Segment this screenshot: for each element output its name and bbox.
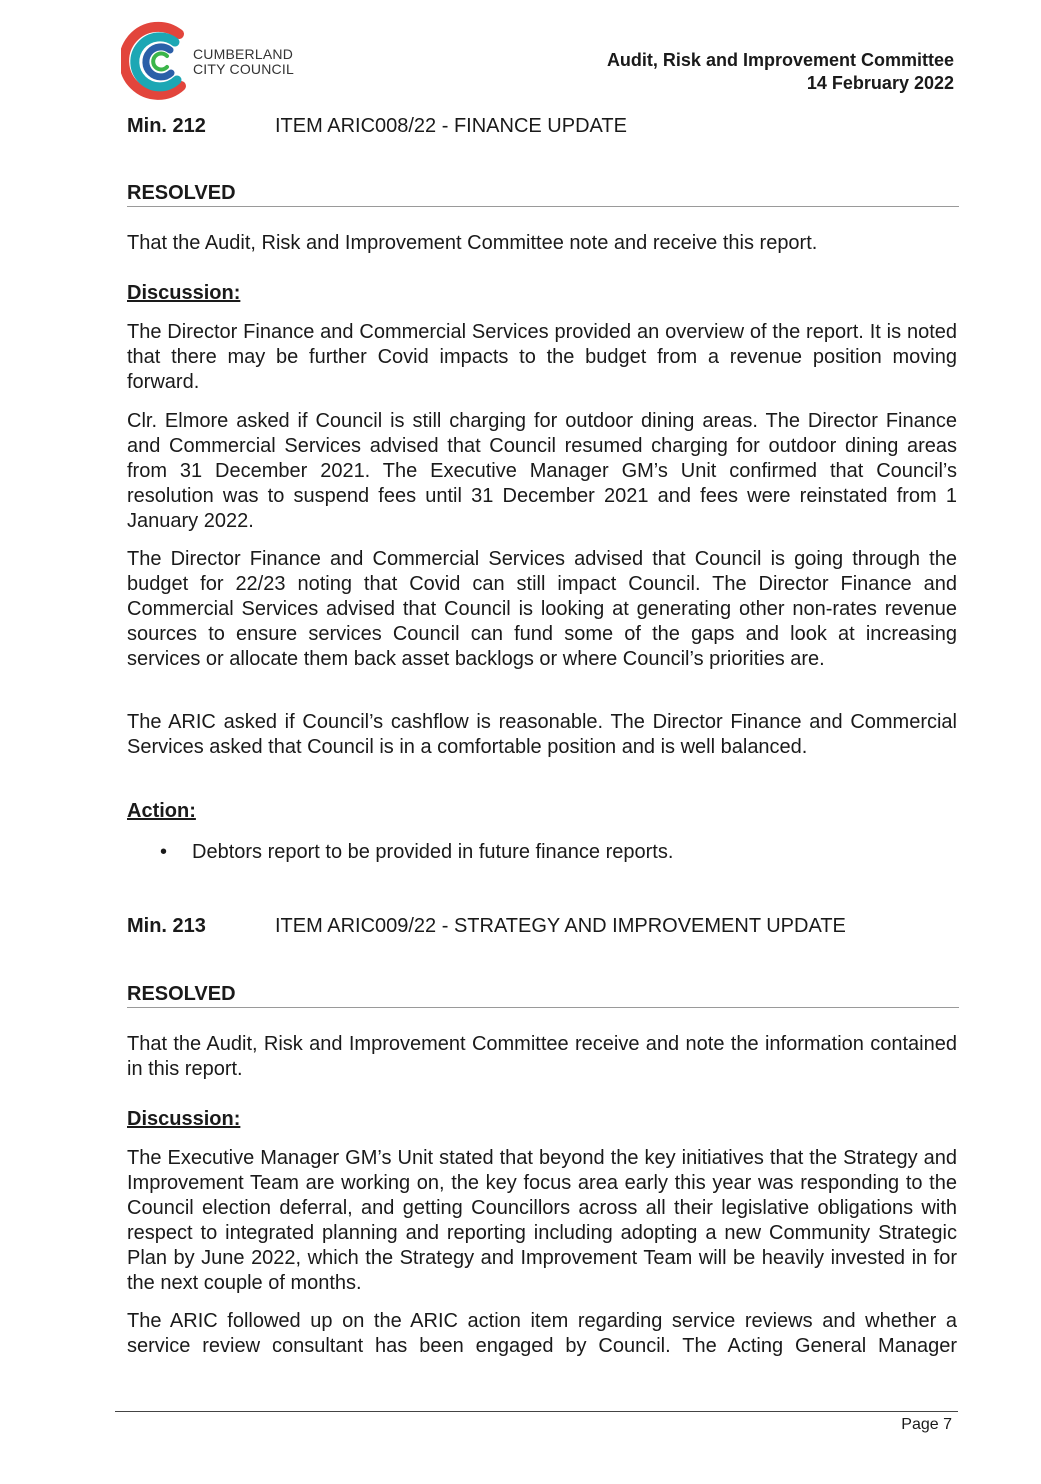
resolution-text: That the Audit, Risk and Improvement Committee receive and note the information contained in this report.	[127, 1033, 957, 1080]
meeting-date: 14 February 2022	[806, 73, 954, 93]
discussion-heading: Discussion:	[127, 282, 241, 304]
committee-name: Audit, Risk and Improvement Committee	[606, 50, 954, 70]
minute-heading	[127, 914, 846, 938]
action-heading: Action:	[127, 800, 196, 822]
discussion-paragraph: The Director Finance and Commercial Services advised that Council is going through the budget for 22/23 noting that Covid can still impact Council. The Director Finance and Commercial Services advised that Council is looking at generating other non-rates revenue sources to ensure services Council can fund some of the gaps and look at increasing services or allocate them back asset backlogs or where Council’s priorities are.	[127, 548, 957, 670]
council-logo	[121, 20, 301, 102]
discussion-heading: Discussion:	[127, 1108, 241, 1130]
logo-line-1: CUMBERLAND	[193, 46, 294, 62]
discussion-paragraph: The ARIC asked if Council’s cashflow is reasonable. The Director Finance and Commercial Services asked that Council is in a comfortable position and is well balanced.	[127, 711, 957, 758]
action-text: Debtors report to be provided in future finance reports.	[192, 841, 674, 863]
discussion-paragraph: Clr. Elmore asked if Council is still charging for outdoor dining areas. The Director Finance and Commercial Services advised that Council resumed charging for outdoor dining areas from 31 December 2021. The Executive Manager GM’s Unit confirmed that Council’s resolution was to suspend fees until 31 December 2021 and fees were reinstated from 1 January 2022.	[127, 410, 957, 532]
footer-divider	[115, 1411, 958, 1412]
item-title: ITEM ARIC008/22 - FINANCE UPDATE	[275, 115, 627, 137]
document-header	[607, 49, 954, 95]
discussion-paragraph: The Director Finance and Commercial Services provided an overview of the report. It is noted that there may be further Covid impacts to the budget from a revenue position moving forward.	[127, 321, 957, 393]
minute-number: Min. 212	[127, 115, 206, 137]
resolution-text: That the Audit, Risk and Improvement Committee note and receive this report.	[127, 232, 818, 254]
action-item	[160, 840, 673, 865]
resolved-heading: RESOLVED	[127, 181, 959, 207]
bullet-icon: •	[160, 841, 168, 863]
discussion-paragraph: The Executive Manager GM’s Unit stated that beyond the key initiatives that the Strategy and Improvement Team are working on, the key focus area early this year was responding to the Council election deferral, and getting Councillors across all their legislative obligations with respect to integrated planning and reporting including adopting a new Community Strategic Plan by June 2022, which the Strategy and Improvement Team will be heavily invested in for the next couple of months.	[127, 1147, 957, 1294]
logo-wordmark	[193, 47, 294, 77]
council-logo-icon	[121, 20, 191, 102]
resolved-heading: RESOLVED	[127, 982, 959, 1008]
discussion-paragraph: The ARIC followed up on the ARIC action item regarding service reviews and whether a service review consultant has been engaged by Council. The Acting General Manager	[127, 1310, 957, 1357]
item-title: ITEM ARIC009/22 - STRATEGY AND IMPROVEMENT UPDATE	[275, 915, 846, 937]
logo-line-2: CITY COUNCIL	[193, 61, 294, 77]
minute-number: Min. 213	[127, 915, 206, 937]
minute-heading	[127, 114, 627, 138]
page-number: Page 7	[901, 1416, 952, 1433]
